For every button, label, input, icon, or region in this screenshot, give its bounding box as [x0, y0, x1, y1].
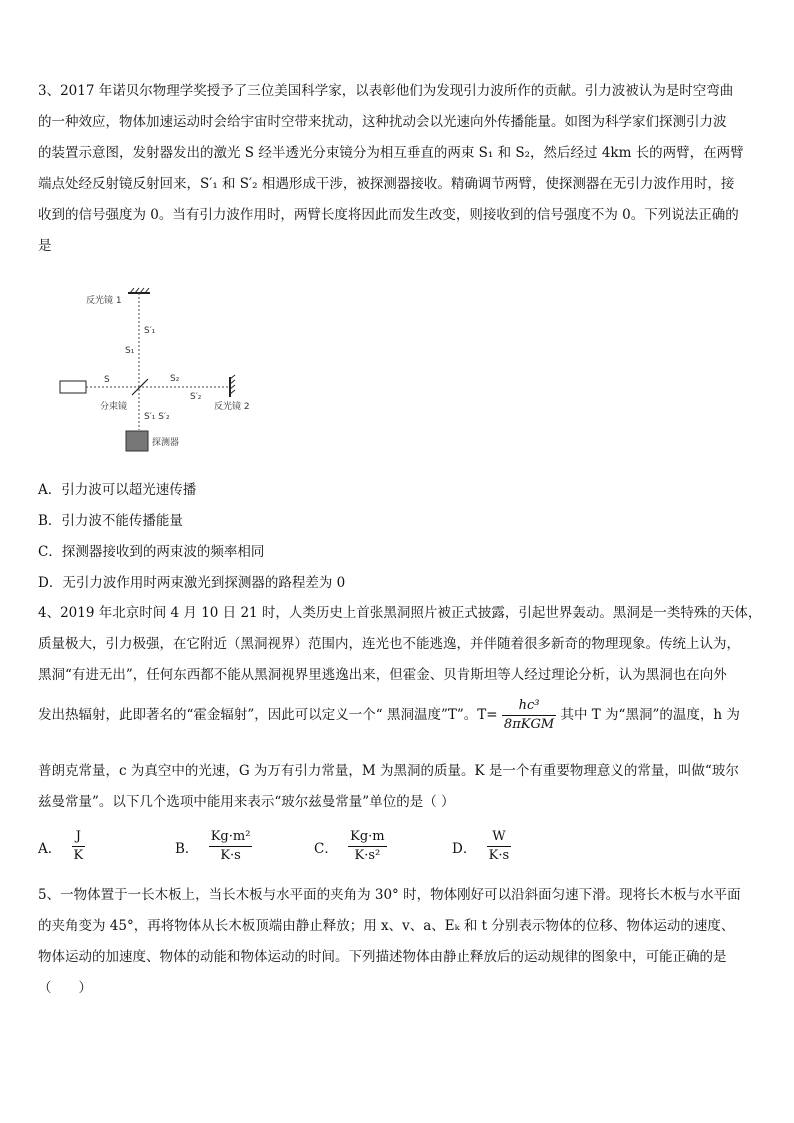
- q4-line-4-pre: 发出热辐射，此即著名的“霍金辐射”，因此可以定义一个“ 黑洞温度”T”。T=: [38, 707, 498, 723]
- q4-line-3: 黑洞“有进无出”，任何东西都不能从黑洞视界里逃逸出来，但霍金、贝肯斯坦等人经过理论分析，认为黑洞也在向外: [38, 667, 727, 683]
- q5-line-4: （ ）: [38, 980, 92, 996]
- q4-option-c-num: Kg·m: [348, 828, 387, 847]
- q4-option-c-label: C．: [314, 840, 338, 857]
- q4-option-b: [175, 828, 252, 865]
- interferometer-diagram: [50, 285, 260, 455]
- q3-line-3: 的装置示意图，发射器发出的激光 S 经半透光分束镜分为相互垂直的两束 S₁ 和 S₂，然后经过 4km 长的两臂，在两臂: [38, 145, 744, 161]
- q3-option-a: A．引力波可以超光速传播: [38, 482, 197, 498]
- q4-option-a-den: K: [73, 848, 84, 863]
- q3-line-2: 的一种效应，物体加速运动时会给宇宙时空带来扰动，这种扰动会以光速向外传播能量。如图为科学家们探测引力波: [38, 114, 727, 130]
- q4-option-c-den: K·s²: [354, 848, 381, 863]
- q4-option-d-fraction: [487, 828, 512, 865]
- q4-option-d-den: K·s: [488, 848, 510, 863]
- q3-line-6: 是: [38, 238, 52, 254]
- q4-line-5: 普朗克常量，c 为真空中的光速，G 为万有引力常量，M 为黑洞的质量。K 是一个有重要物理意义的常量，叫做“玻尔: [38, 763, 739, 779]
- q3-option-d: D．无引力波作用时两束激光到探测器的路程差为 0: [38, 575, 346, 591]
- q4-option-d: [452, 828, 511, 865]
- q5-line-3: 物体运动的加速度、物体的动能和物体运动的时间。下列描述物体由静止释放后的运动规律的图象中，可能正确的是: [38, 949, 727, 965]
- q3-line-5: 收到的信号强度为 0。当有引力波作用时，两臂长度将因此而发生改变，则接收到的信号强度不为 0。下列说法正确的: [38, 207, 739, 223]
- q4-option-a-label: A．: [38, 840, 62, 857]
- q4-option-d-label: D．: [452, 840, 477, 857]
- formula-numerator: hc³: [502, 697, 556, 716]
- q4-option-b-fraction: [209, 828, 253, 865]
- q4-option-c-fraction: [348, 828, 387, 865]
- hawking-temperature-formula: [502, 697, 556, 734]
- laser-emitter: [60, 381, 86, 393]
- mirror-1-label: 反光镜 1: [86, 296, 122, 306]
- question-5-stem: [38, 880, 758, 1004]
- q5-line-2: 的夹角变为 45°，再将物体从长木板顶端由静止释放；用 x、v、a、Eₖ 和 t 分别表示物体的位移、物体运动的速度、: [38, 918, 735, 934]
- q4-option-a-num: J: [72, 828, 86, 847]
- q3-line-1: 3、2017 年诺贝尔物理学奖授予了三位美国科学家，以表彰他们为发现引力波所作的贡献。引力波被认为是时空弯曲: [38, 83, 734, 99]
- detector-label: 探测器: [152, 438, 180, 448]
- detector-box: [126, 431, 148, 451]
- question-3-stem: [38, 76, 758, 262]
- s2-label: S₂: [170, 374, 180, 384]
- formula-denominator: 8πKGM: [503, 717, 555, 732]
- q4-line-6: 兹曼常量”。以下几个选项中能用来表示“玻尔兹曼常量”单位的是（ ）: [38, 794, 455, 810]
- combined-beam-label: S′₁ S′₂: [144, 412, 170, 422]
- q4-option-d-num: W: [487, 828, 512, 847]
- q4-line-4: [38, 697, 758, 734]
- q4-option-a: [38, 828, 85, 865]
- question-4-stem: [38, 598, 762, 691]
- q4-option-b-label: B．: [175, 840, 199, 857]
- s2-prime-label: S′₂: [190, 392, 202, 402]
- splitter-label: 分束镜: [100, 402, 128, 412]
- q3-line-4: 端点处经反射镜反射回来，S′₁ 和 S′₂ 相遇形成干涉，被探测器接收。精确调节两臂，使探测器在无引力波作用时，接: [38, 176, 735, 192]
- mirror-2-label: 反光镜 2: [214, 402, 250, 412]
- s1-prime-label: S′₁: [144, 326, 156, 336]
- q4-option-a-fraction: [72, 828, 86, 865]
- q3-option-b: B．引力波不能传播能量: [38, 513, 183, 529]
- q4-line-4-post: 其中 T 为“黑洞”的温度，h 为: [560, 707, 740, 723]
- q3-option-c: C．探测器接收到的两束波的频率相同: [38, 544, 265, 560]
- q5-line-1: 5、一物体置于一长木板上，当长木板与水平面的夹角为 30° 时，物体刚好可以沿斜面匀速下滑。现将长木板与水平面: [38, 887, 741, 903]
- s-label: S: [104, 375, 110, 385]
- q4-option-b-den: K·s: [220, 848, 241, 863]
- s1-label: S₁: [125, 346, 135, 356]
- q4-line-1: 4、2019 年北京时间 4 月 10 日 21 时，人类历史上首张黑洞照片被正式披露，引起世界轰动。黑洞是一类特殊的天体，: [38, 605, 762, 621]
- q4-option-b-num: Kg·m²: [209, 828, 253, 847]
- q4-option-c: [314, 828, 387, 865]
- q4-line-2: 质量极大，引力极强，在它附近（黑洞视界）范围内，连光也不能逃逸，并伴随着很多新奇的物理现象。传统上认为，: [38, 636, 740, 652]
